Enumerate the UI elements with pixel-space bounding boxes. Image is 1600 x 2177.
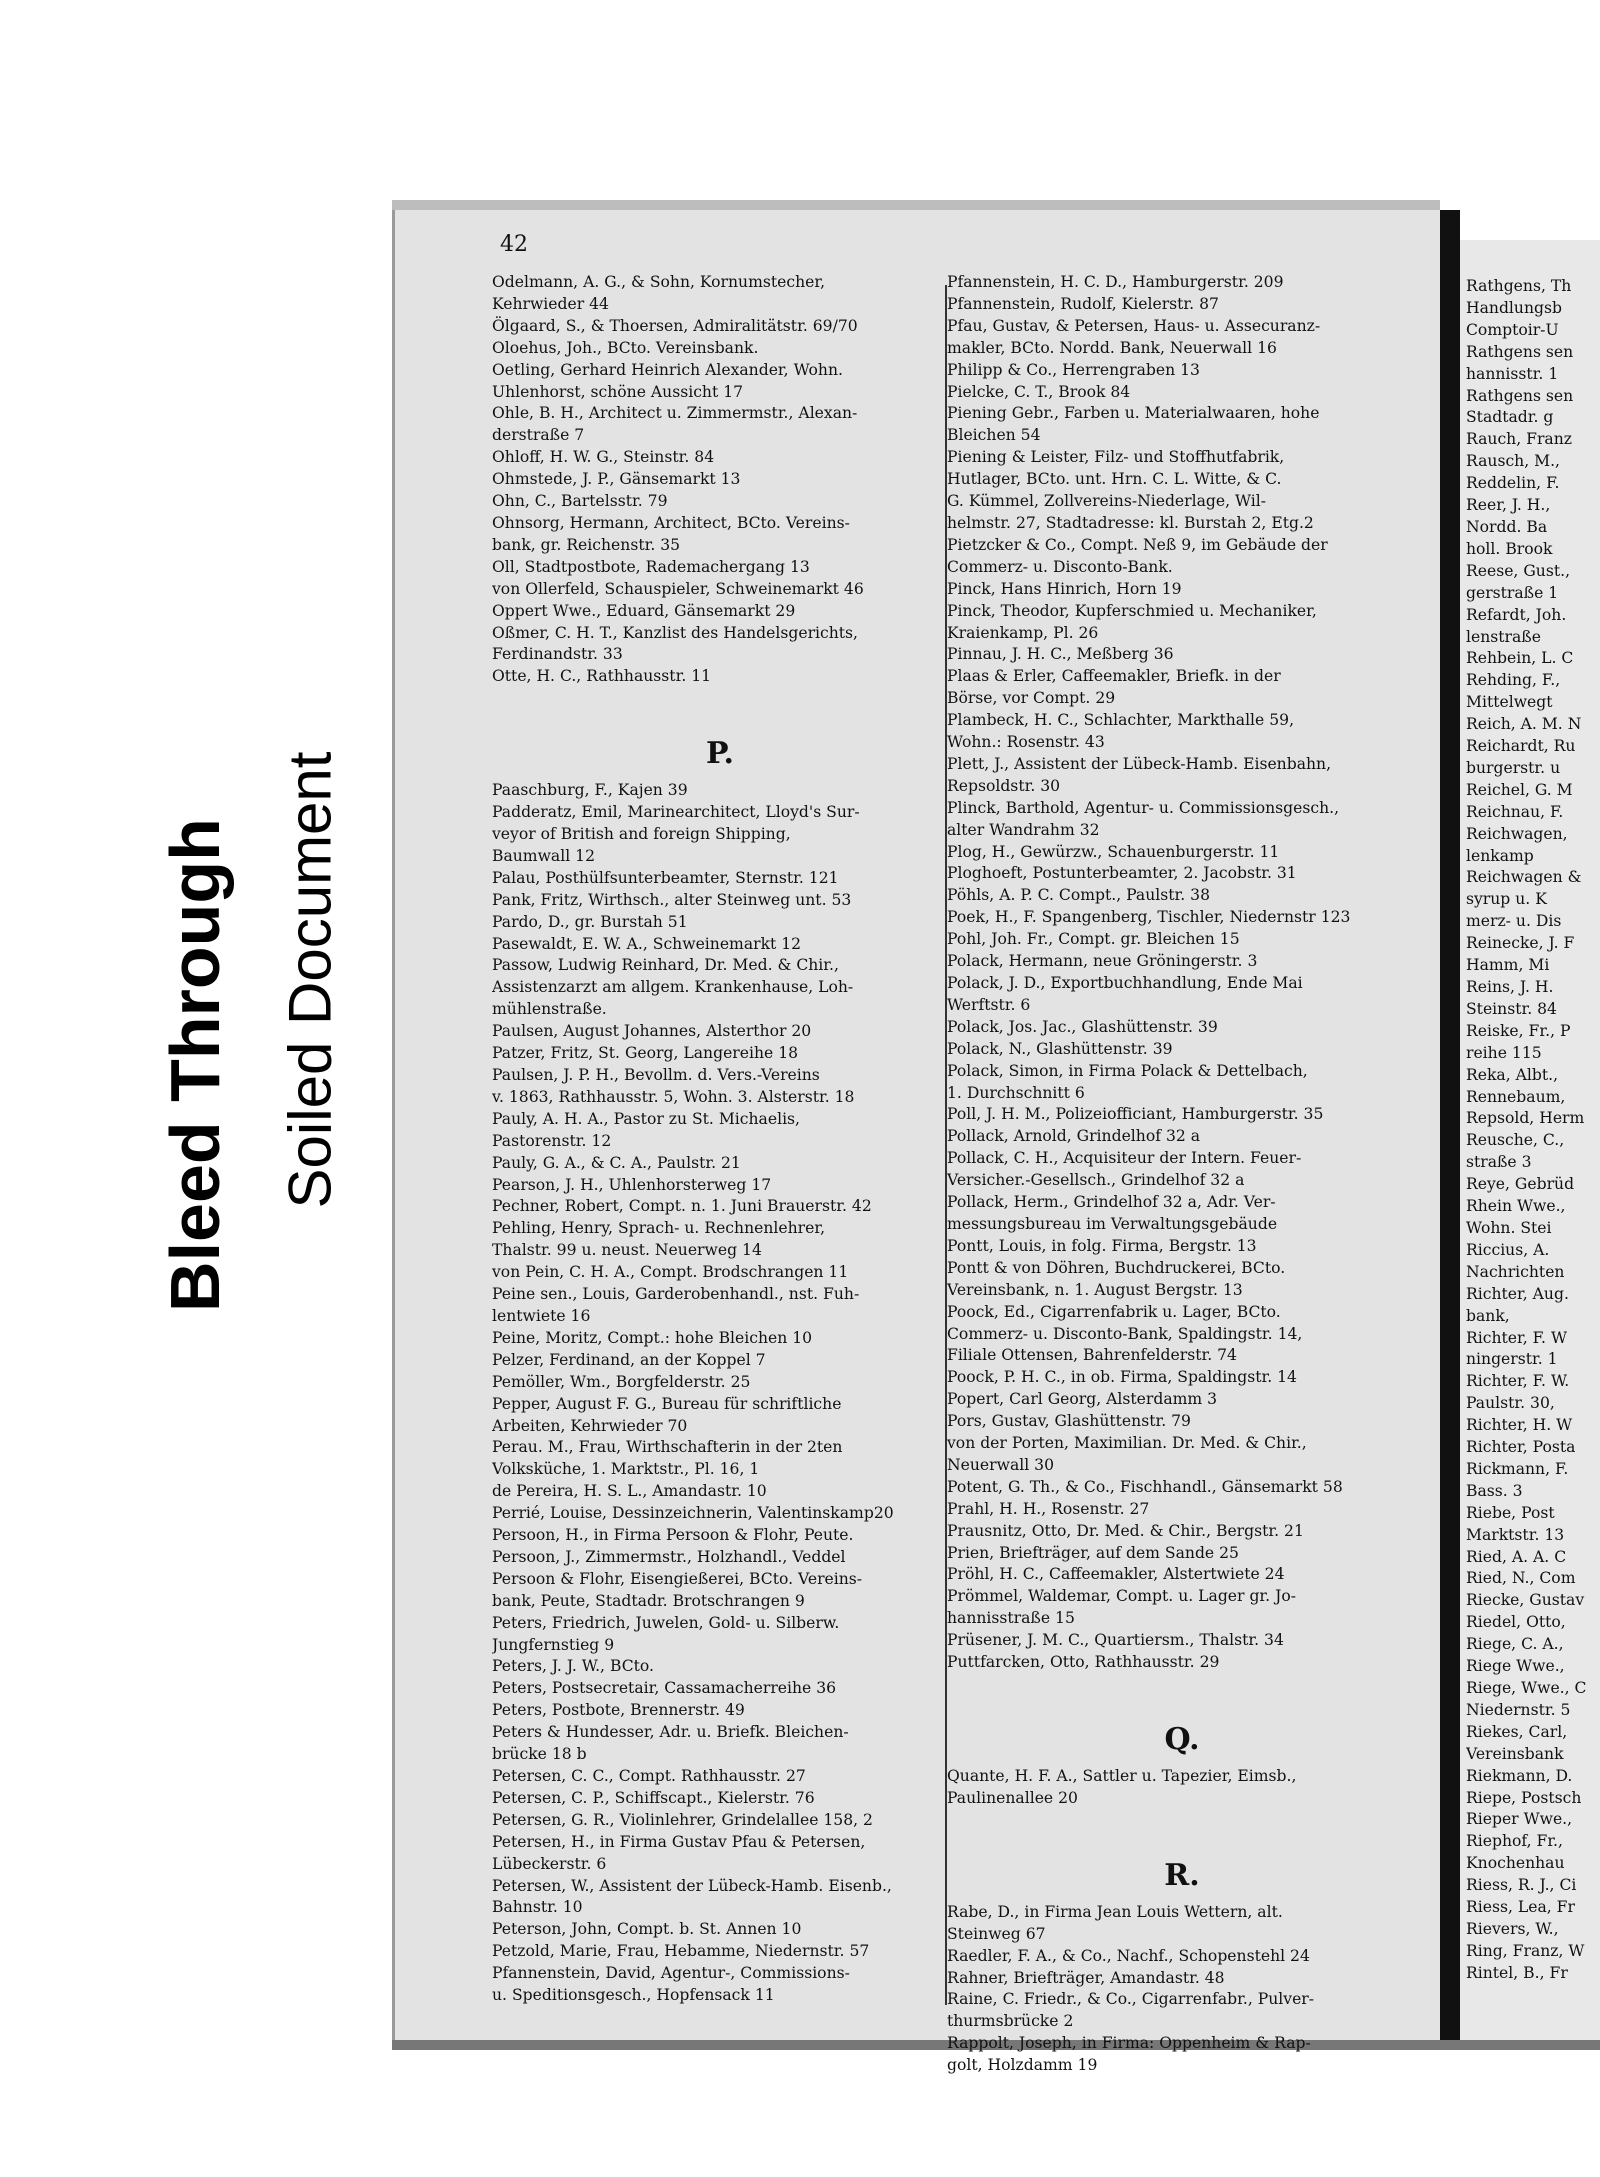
directory-entry-line: Repsoldstr. 30 [947, 776, 1061, 795]
next-page-entry-line: syrup u. K [1466, 890, 1547, 909]
next-page-entry-line: Richter, F. W. [1466, 1372, 1570, 1391]
directory-entry-line: Kehrwieder 44 [492, 294, 609, 313]
next-page-entry-line: Comptoir-U [1466, 320, 1559, 339]
next-page-entry-line: bank, [1466, 1306, 1510, 1325]
next-page-entry-line: gerstraße 1 [1466, 583, 1559, 602]
next-page-entry-line: Riccius, A. [1466, 1240, 1550, 1259]
directory-entry-line: Pollack, C. H., Acquisiteur der Intern. Feuer- [947, 1149, 1302, 1168]
directory-entry-line: Peters, J. J. W., BCto. [492, 1657, 654, 1676]
directory-entry-line: Filiale Ottensen, Bahrenfelderstr. 74 [947, 1346, 1237, 1365]
right-column [947, 272, 1417, 2077]
directory-entry-line: Peters, Postsecretair, Cassamacherreihe 36 [492, 1679, 837, 1698]
directory-entry-line: Kraienkamp, Pl. 26 [947, 623, 1099, 642]
directory-entry-line: Philipp & Co., Herrengraben 13 [947, 360, 1200, 379]
directory-entry-line: Pearson, J. H., Uhlenhorsterweg 17 [492, 1175, 772, 1194]
next-page-entry-line: Rathgens sen [1466, 342, 1574, 361]
directory-entry-line: Poll, J. H. M., Polizeiofficiant, Hamburgerstr. 35 [947, 1105, 1324, 1124]
directory-entry-line: Pfau, Gustav, & Petersen, Haus- u. Assecuranz- [947, 316, 1321, 335]
directory-entry-line: Peters, Friedrich, Juwelen, Gold- u. Silberw. [492, 1613, 840, 1632]
next-page-entry-line: Reichnau, F. [1466, 802, 1564, 821]
directory-entry-line: Poek, H., F. Spangenberg, Tischler, Niedernstr 123 [947, 908, 1351, 927]
directory-entry-line: Plinck, Barthold, Agentur- u. Commissionsgesch., [947, 798, 1340, 817]
next-page-entry-line: Ring, Franz, W [1466, 1941, 1585, 1960]
directory-entry-line: Pastorenstr. 12 [492, 1131, 612, 1150]
directory-entry-line: 1. Durchschnitt 6 [947, 1083, 1085, 1102]
directory-entry-line: Neuerwall 30 [947, 1455, 1055, 1474]
bleed-through-label: Bleed Through [156, 818, 234, 1312]
next-page-entry-line: Wohn. Stei [1466, 1218, 1552, 1237]
next-page-entry-line: Richter, Aug. [1466, 1284, 1569, 1303]
directory-entry-line: Rabe, D., in Firma Jean Louis Wettern, alt. [947, 1902, 1283, 1921]
next-page-entry-line: Bass. 3 [1466, 1481, 1523, 1500]
directory-entry-line: Odelmann, A. G., & Sohn, Kornumstecher, [492, 273, 826, 291]
directory-entry-line: Pank, Fritz, Wirthsch., alter Steinweg unt. 53 [492, 890, 852, 909]
directory-entry-line: Passow, Ludwig Reinhard, Dr. Med. & Chir., [492, 956, 839, 975]
directory-entry-line: Polack, Hermann, neue Gröningerstr. 3 [947, 952, 1258, 971]
next-page-entry-line: Riephof, Fr., [1466, 1832, 1563, 1851]
directory-entry-line: Ölgaard, S., & Thoersen, Admiralitätstr. 69/70 [492, 316, 858, 335]
next-page-entry-line: Rausch, M., [1466, 452, 1561, 471]
next-page-entry-line: Riege, C. A., [1466, 1635, 1564, 1654]
directory-entry-line: helmstr. 27, Stadtadresse: kl. Burstah 2, Etg.2 [947, 513, 1314, 532]
directory-entry-line: Pietzcker & Co., Compt. Neß 9, im Gebäude der [947, 535, 1328, 554]
next-page-entry-line: holl. Brook [1466, 539, 1553, 558]
directory-entry-line: Pohl, Joh. Fr., Compt. gr. Bleichen 15 [947, 930, 1240, 949]
directory-entry-line: Pollack, Arnold, Grindelhof 32 a [947, 1127, 1201, 1146]
directory-entry-line: Werftstr. 6 [947, 995, 1031, 1014]
directory-entry-line: Bleichen 54 [947, 426, 1041, 445]
section-heading: P. [705, 736, 735, 772]
directory-entry-line: von Pein, C. H. A., Compt. Brodschrangen 11 [492, 1263, 849, 1282]
directory-entry-line: Pöhls, A. P. C. Compt., Paulstr. 38 [947, 886, 1211, 905]
next-page-entry-line: reihe 115 [1466, 1043, 1542, 1062]
left-column [492, 272, 948, 2007]
directory-entry-line: Pechner, Robert, Compt. n. 1. Juni Brauerstr. 42 [492, 1197, 872, 1216]
directory-entry-line: Pröhl, H. C., Caffeemakler, Alstertwiete 24 [947, 1565, 1285, 1584]
next-page-entry-line: Riepe, Postsch [1466, 1788, 1582, 1807]
directory-entry-line: Baumwall 12 [492, 846, 596, 865]
directory-entry-line: Petersen, C. C., Compt. Rathhausstr. 27 [492, 1767, 806, 1785]
next-page-entry-line: Rauch, Franz [1466, 430, 1572, 449]
directory-entry-line: Pfannenstein, David, Agentur-, Commissions- [492, 1964, 850, 1983]
next-page-entry-line: Niedernstr. 5 [1466, 1700, 1571, 1719]
directory-entry-line: Oßmer, C. H. T., Kanzlist des Handelsgerichts, [492, 623, 859, 642]
directory-entry-line: Petersen, C. P., Schiffscapt., Kielerstr. 76 [492, 1788, 815, 1807]
next-page-entry-line: Reka, Albt., [1466, 1065, 1559, 1084]
directory-entry-line: Pehling, Henry, Sprach- u. Rechnenlehrer, [492, 1219, 826, 1238]
directory-entry-line: de Pereira, H. S. L., Amandastr. 10 [492, 1482, 767, 1501]
directory-entry-line: Pelzer, Ferdinand, an der Koppel 7 [492, 1350, 766, 1369]
directory-entry-line: Ohnsorg, Hermann, Architect, BCto. Vereins- [492, 513, 850, 532]
directory-entry-line: thurmsbrücke 2 [947, 2012, 1074, 2031]
next-page-entry-line: Riess, Lea, Fr [1466, 1898, 1575, 1917]
directory-entry-line: Polack, N., Glashüttenstr. 39 [947, 1039, 1173, 1058]
next-page-entry-line: Rennebaum, [1466, 1087, 1566, 1106]
next-page-entry-line: Rintel, B., Fr [1466, 1963, 1568, 1982]
next-page-entry-line: Riekmann, D. [1466, 1766, 1573, 1785]
directory-entry-line: Paulsen, J. P. H., Bevollm. d. Vers.-Vereins [492, 1066, 820, 1084]
section-gap [947, 1674, 1417, 1714]
directory-entry-line: Versicher.-Gesellsch., Grindelhof 32 a [947, 1171, 1245, 1190]
directory-entry-line: Poock, P. H. C., in ob. Firma, Spaldingstr. 14 [947, 1368, 1297, 1387]
next-page-entry-line: Ried, N., Com [1466, 1569, 1576, 1588]
directory-entry-line: Plambeck, H. C., Schlachter, Markthalle 59, [947, 711, 1295, 730]
next-page-entry-line: Handlungsb [1466, 298, 1562, 317]
next-page-entry-line: Steinstr. 84 [1466, 999, 1557, 1018]
directory-entry-line: Plog, H., Gewürzw., Schauenburgerstr. 11 [947, 842, 1280, 861]
directory-entry-line: Potent, G. Th., & Co., Fischhandl., Gänsemarkt 58 [947, 1477, 1343, 1496]
directory-entry-line: Pfannenstein, H. C. D., Hamburgerstr. 209 [947, 273, 1284, 291]
directory-entry-line: Commerz- u. Disconto-Bank. [947, 557, 1173, 576]
directory-entry-line: Ferdinandstr. 33 [492, 645, 623, 664]
directory-entry-line: hannisstraße 15 [947, 1609, 1075, 1628]
directory-entry-line: Pinck, Hans Hinrich, Horn 19 [947, 579, 1182, 598]
directory-entry-line: Popert, Carl Georg, Alsterdamm 3 [947, 1390, 1218, 1409]
section-gap [492, 688, 948, 728]
directory-entry-line: Commerz- u. Disconto-Bank, Spaldingstr. 14, [947, 1324, 1303, 1343]
directory-entry-line: Polack, J. D., Exportbuchhandlung, Ende Mai [947, 974, 1303, 992]
directory-entry-line: Peine, Moritz, Compt.: hohe Bleichen 10 [492, 1328, 813, 1347]
directory-entry-line: Lübeckerstr. 6 [492, 1854, 607, 1873]
directory-entry-line: u. Speditionsgesch., Hopfensack 11 [492, 1986, 775, 2005]
directory-entry-line: Jungfernstieg 9 [492, 1635, 615, 1654]
directory-entry-line: Hutlager, BCto. unt. Hrn. C. L. Witte, & C. [947, 470, 1282, 489]
directory-entry-line: Pfannenstein, Rudolf, Kielerstr. 87 [947, 294, 1219, 313]
directory-entry-line: Perau. M., Frau, Wirthschafterin in der 2ten [492, 1438, 843, 1457]
directory-entry-line: Prausnitz, Otto, Dr. Med. & Chir., Bergstr. 21 [947, 1521, 1304, 1540]
directory-entry-line: Pasewaldt, E. W. A., Schweinemarkt 12 [492, 934, 802, 953]
directory-entry-line: Perrié, Louise, Dessinzeichnerin, Valentinskamp20 [492, 1504, 894, 1523]
directory-entry-line: Otte, H. C., Rathhausstr. 11 [492, 667, 712, 686]
directory-entry-line: Börse, vor Compt. 29 [947, 689, 1116, 708]
soiled-document-label: Soiled Document [276, 751, 344, 1209]
directory-entry-line: mühlenstraße. [492, 1000, 607, 1019]
page-number: 42 [500, 232, 528, 257]
next-page-entry-line: Reich, A. M. N [1466, 715, 1582, 734]
directory-entry-line: Petzold, Marie, Frau, Hebamme, Niedernstr. 57 [492, 1942, 870, 1961]
directory-entry-line: derstraße 7 [492, 426, 585, 445]
next-page-entry-line: Reye, Gebrüd [1466, 1175, 1575, 1194]
next-page-entry-line: Richter, Posta [1466, 1438, 1576, 1457]
directory-entry-line: Petersen, W., Assistent der Lübeck-Hamb. Eisenb., [492, 1876, 892, 1895]
next-page-entry-line: Richter, F. W [1466, 1328, 1567, 1347]
directory-entry-line: lentwiete 16 [492, 1306, 591, 1325]
next-page-entry-line: Reiske, Fr., P [1466, 1021, 1571, 1040]
next-page-entry-line: Rickmann, F. [1466, 1459, 1569, 1478]
directory-entry-line: Paulinenallee 20 [947, 1788, 1078, 1807]
next-page-entry-line: Reese, Gust., [1466, 561, 1571, 580]
next-page-entry-line: Ried, A. A. C [1466, 1547, 1567, 1566]
next-page-entry-line: Riekes, Carl, [1466, 1722, 1568, 1741]
directory-entry-line: Plett, J., Assistent der Lübeck-Hamb. Eisenbahn, [947, 754, 1332, 773]
next-page-entry-line: lenstraße [1466, 627, 1541, 646]
next-page-entry-line: Mittelwegt [1466, 693, 1553, 712]
section-heading: Q. [1164, 1722, 1200, 1757]
directory-entry-line: Peine sen., Louis, Garderobenhandl., nst. Fuh- [492, 1285, 860, 1304]
directory-entry-line: Peterson, John, Compt. b. St. Annen 10 [492, 1920, 802, 1939]
next-page-entry-line: Riege Wwe., [1466, 1657, 1565, 1676]
next-page-entry-line: Reinecke, J. F [1466, 934, 1575, 953]
next-page-entry-line: Riedel, Otto, [1466, 1613, 1566, 1632]
next-page-entry-line: Paulstr. 30, [1466, 1394, 1555, 1413]
directory-entry-line: G. Kümmel, Zollvereins-Niederlage, Wil- [947, 492, 1267, 511]
next-page-entry-line: Marktstr. 13 [1466, 1525, 1565, 1544]
directory-entry-line: Ploghoeft, Postunterbeamter, 2. Jacobstr. 31 [947, 864, 1297, 883]
next-page-entry-line: Rathgens, Th [1466, 277, 1572, 295]
next-page-entry-line: Hamm, Mi [1466, 956, 1550, 975]
directory-entry-line: Plaas & Erler, Caffeemakler, Briefk. in der [947, 667, 1281, 686]
next-page-entry-line: Reichwagen, [1466, 824, 1568, 843]
directory-entry-line: Pemöller, Wm., Borgfelderstr. 25 [492, 1372, 751, 1391]
directory-entry-line: Prömmel, Waldemar, Compt. u. Lager gr. Jo- [947, 1587, 1296, 1606]
directory-entry-line: Persoon, H., in Firma Persoon & Flohr, Peute. [492, 1526, 854, 1545]
directory-entry-line: alter Wandrahm 32 [947, 820, 1100, 839]
next-page-entry-line: Reer, J. H., [1466, 496, 1551, 515]
directory-entry-line: Paaschburg, F., Kajen 39 [492, 781, 688, 800]
next-page-entry-line: Nordd. Ba [1466, 517, 1548, 536]
directory-entry-line: Piening & Leister, Filz- und Stoffhutfabrik, [947, 448, 1285, 467]
next-page-entry-line: Rhein Wwe., [1466, 1197, 1566, 1216]
directory-entry-line: Poock, Ed., Cigarrenfabrik u. Lager, BCto. [947, 1302, 1281, 1321]
directory-entry-line: Wohn.: Rosenstr. 43 [947, 733, 1105, 752]
directory-entry-line: Raedler, F. A., & Co., Nachf., Schopenstehl 24 [947, 1946, 1310, 1965]
directory-entry-line: Bahnstr. 10 [492, 1898, 583, 1917]
directory-entry-line: messungsbureau im Verwaltungsgebäude [947, 1214, 1278, 1233]
book-spine [1440, 210, 1460, 2050]
directory-entry-line: Pauly, G. A., & C. A., Paulstr. 21 [492, 1153, 741, 1172]
next-page-entry-line: Reddelin, F. [1466, 474, 1560, 493]
directory-entry-line: Pepper, August F. G., Bureau für schriftliche [492, 1394, 842, 1413]
directory-entry-line: Patzer, Fritz, St. Georg, Langereihe 18 [492, 1044, 799, 1063]
directory-entry-line: Puttfarcken, Otto, Rathhausstr. 29 [947, 1653, 1220, 1672]
next-page-entry-line: Riege, Wwe., C [1466, 1679, 1587, 1697]
next-page-entry-line: Rathgens sen [1466, 386, 1574, 405]
next-page-entry-line: Riecke, Gustav [1466, 1591, 1585, 1610]
directory-entry-line: Persoon, J., Zimmermstr., Holzhandl., Veddel [492, 1547, 846, 1566]
directory-entry-line: Padderatz, Emil, Marinearchitect, Lloyd's Sur- [492, 803, 860, 822]
directory-entry-line: Pollack, Herm., Grindelhof 32 a, Adr. Ver- [947, 1193, 1276, 1212]
next-page-entry-line: Reusche, C., [1466, 1131, 1565, 1150]
directory-entry-line: brücke 18 b [492, 1745, 587, 1764]
next-page-entry-line: Rievers, W., [1466, 1919, 1559, 1938]
directory-entry-line: Persoon & Flohr, Eisengießerei, BCto. Vereins- [492, 1569, 863, 1588]
directory-entry-line: Petersen, H., in Firma Gustav Pfau & Petersen, [492, 1832, 866, 1851]
next-page-entry-line: Vereinsbank [1466, 1744, 1564, 1763]
directory-entry-line: Steinweg 67 [947, 1924, 1046, 1943]
next-page-entry-line: Rehding, F., [1466, 671, 1561, 690]
directory-entry-line: Oloehus, Joh., BCto. Vereinsbank. [492, 338, 759, 357]
section-gap [947, 1810, 1417, 1850]
directory-entry-line: Arbeiten, Kehrwieder 70 [492, 1416, 688, 1435]
directory-entry-line: Prahl, H. H., Rosenstr. 27 [947, 1499, 1150, 1518]
directory-entry-line: Ohle, B. H., Architect u. Zimmermstr., Alexan- [492, 404, 858, 423]
directory-entry-line: veyor of British and foreign Shipping, [492, 825, 791, 844]
directory-entry-line: Oetling, Gerhard Heinrich Alexander, Wohn. [492, 360, 843, 379]
directory-entry-line: Prüsener, J. M. C., Quartiersm., Thalstr. 34 [947, 1631, 1284, 1650]
directory-entry-line: Ohmstede, J. P., Gänsemarkt 13 [492, 470, 741, 489]
next-page-entry-line: Richter, H. W [1466, 1416, 1573, 1435]
directory-entry-line: bank, gr. Reichenstr. 35 [492, 535, 681, 554]
directory-entry-line: Quante, H. F. A., Sattler u. Tapezier, Eimsb., [947, 1767, 1297, 1785]
next-page-entry-line: merz- u. Dis [1466, 912, 1562, 931]
next-page-entry-line: Reichwagen & [1466, 868, 1582, 887]
next-page-entry-line: hannisstr. 1 [1466, 364, 1559, 383]
directory-entry-line: Oppert Wwe., Eduard, Gänsemarkt 29 [492, 601, 796, 620]
next-page-entry-line: Refardt, Joh. [1466, 605, 1567, 624]
next-page-entry-line: Nachrichten [1466, 1262, 1565, 1281]
directory-entry-line: von der Porten, Maximilian. Dr. Med. & Chir., [947, 1434, 1307, 1453]
directory-entry-line: bank, Peute, Stadtadr. Brotschrangen 9 [492, 1591, 805, 1610]
next-page-entry-line: Rehbein, L. C [1466, 649, 1574, 668]
directory-entry-line: Polack, Jos. Jac., Glashüttenstr. 39 [947, 1017, 1218, 1036]
directory-entry-line: Pontt, Louis, in folg. Firma, Bergstr. 13 [947, 1236, 1257, 1255]
directory-entry-line: Rahner, Briefträger, Amandastr. 48 [947, 1968, 1225, 1987]
directory-entry-line: Volksküche, 1. Marktstr., Pl. 16, 1 [492, 1460, 760, 1479]
directory-entry-line: von Ollerfeld, Schauspieler, Schweinemarkt 46 [492, 579, 864, 598]
next-page-column [1466, 276, 1600, 1985]
directory-entry-line: Oll, Stadtpostbote, Rademachergang 13 [492, 557, 810, 576]
directory-entry-line: v. 1863, Rathhausstr. 5, Wohn. 3. Alsterstr. 18 [492, 1087, 855, 1106]
directory-entry-line: Ohloff, H. W. G., Steinstr. 84 [492, 448, 715, 467]
next-page-entry-line: Stadtadr. g [1466, 408, 1554, 427]
directory-entry-line: makler, BCto. Nordd. Bank, Neuerwall 16 [947, 338, 1277, 357]
next-page-entry-line: straße 3 [1466, 1153, 1532, 1172]
directory-entry-line: Peters & Hundesser, Adr. u. Briefk. Bleichen- [492, 1723, 849, 1742]
directory-entry-line: Rappolt, Joseph, in Firma: Oppenheim & Rap- [947, 2034, 1311, 2053]
directory-entry-line: Palau, Posthülfsunterbeamter, Sternstr. 121 [492, 868, 839, 887]
directory-entry-line: Pors, Gustav, Glashüttenstr. 79 [947, 1412, 1191, 1431]
next-page-entry-line: Repsold, Herm [1466, 1109, 1585, 1128]
next-page-entry-line: Reins, J. H. [1466, 978, 1554, 996]
directory-entry-line: Paulsen, August Johannes, Alsterthor 20 [492, 1022, 812, 1041]
directory-entry-line: golt, Holzdamm 19 [947, 2056, 1098, 2075]
next-page-entry-line: Rieper Wwe., [1466, 1810, 1573, 1829]
directory-entry-line: Vereinsbank, n. 1. August Bergstr. 13 [947, 1280, 1243, 1299]
next-page-entry-line: Reichardt, Ru [1466, 737, 1576, 756]
next-page-entry-line: Knochenhau [1466, 1854, 1565, 1873]
next-page-entry-line: Riebe, Post [1466, 1503, 1555, 1522]
next-page-entry-line: ningerstr. 1 [1466, 1350, 1558, 1369]
directory-entry-line: Pauly, A. H. A., Pastor zu St. Michaelis, [492, 1109, 801, 1128]
directory-entry-line: Prien, Briefträger, auf dem Sande 25 [947, 1543, 1239, 1562]
directory-entry-line: Pardo, D., gr. Burstah 51 [492, 912, 688, 931]
directory-entry-line: Pontt & von Döhren, Buchdruckerei, BCto. [947, 1258, 1286, 1277]
directory-entry-line: Uhlenhorst, schöne Aussicht 17 [492, 382, 744, 401]
next-page [1460, 240, 1600, 2050]
directory-entry-line: Pielcke, C. T., Brook 84 [947, 382, 1131, 401]
directory-entry-line: Peters, Postbote, Brennerstr. 49 [492, 1701, 745, 1720]
directory-entry-line: Assistenzarzt am allgem. Krankenhause, Loh- [492, 978, 854, 997]
next-page-entry-line: Riess, R. J., Ci [1466, 1876, 1577, 1895]
directory-entry-line: Raine, C. Friedr., & Co., Cigarrenfabr., Pulver- [947, 1990, 1315, 2009]
directory-entry-line: Piening Gebr., Farben u. Materialwaaren, hohe [947, 404, 1320, 423]
directory-entry-line: Pinnau, J. H. C., Meßberg 36 [947, 645, 1174, 664]
directory-entry-line: Ohn, C., Bartelsstr. 79 [492, 492, 668, 511]
next-page-entry-line: lenkamp [1466, 846, 1534, 865]
directory-entry-line: Pinck, Theodor, Kupferschmied u. Mechaniker, [947, 601, 1317, 620]
directory-entry-line: Thalstr. 99 u. neust. Neuerweg 14 [492, 1241, 762, 1260]
section-heading: R. [1164, 1857, 1200, 1893]
directory-entry-line: Petersen, G. R., Violinlehrer, Grindelallee 158, 2 [492, 1810, 873, 1829]
next-page-entry-line: burgerstr. u [1466, 758, 1561, 777]
next-page-entry-line: Reichel, G. M [1466, 780, 1573, 799]
directory-entry-line: Polack, Simon, in Firma Polack & Dettelbach, [947, 1061, 1308, 1080]
